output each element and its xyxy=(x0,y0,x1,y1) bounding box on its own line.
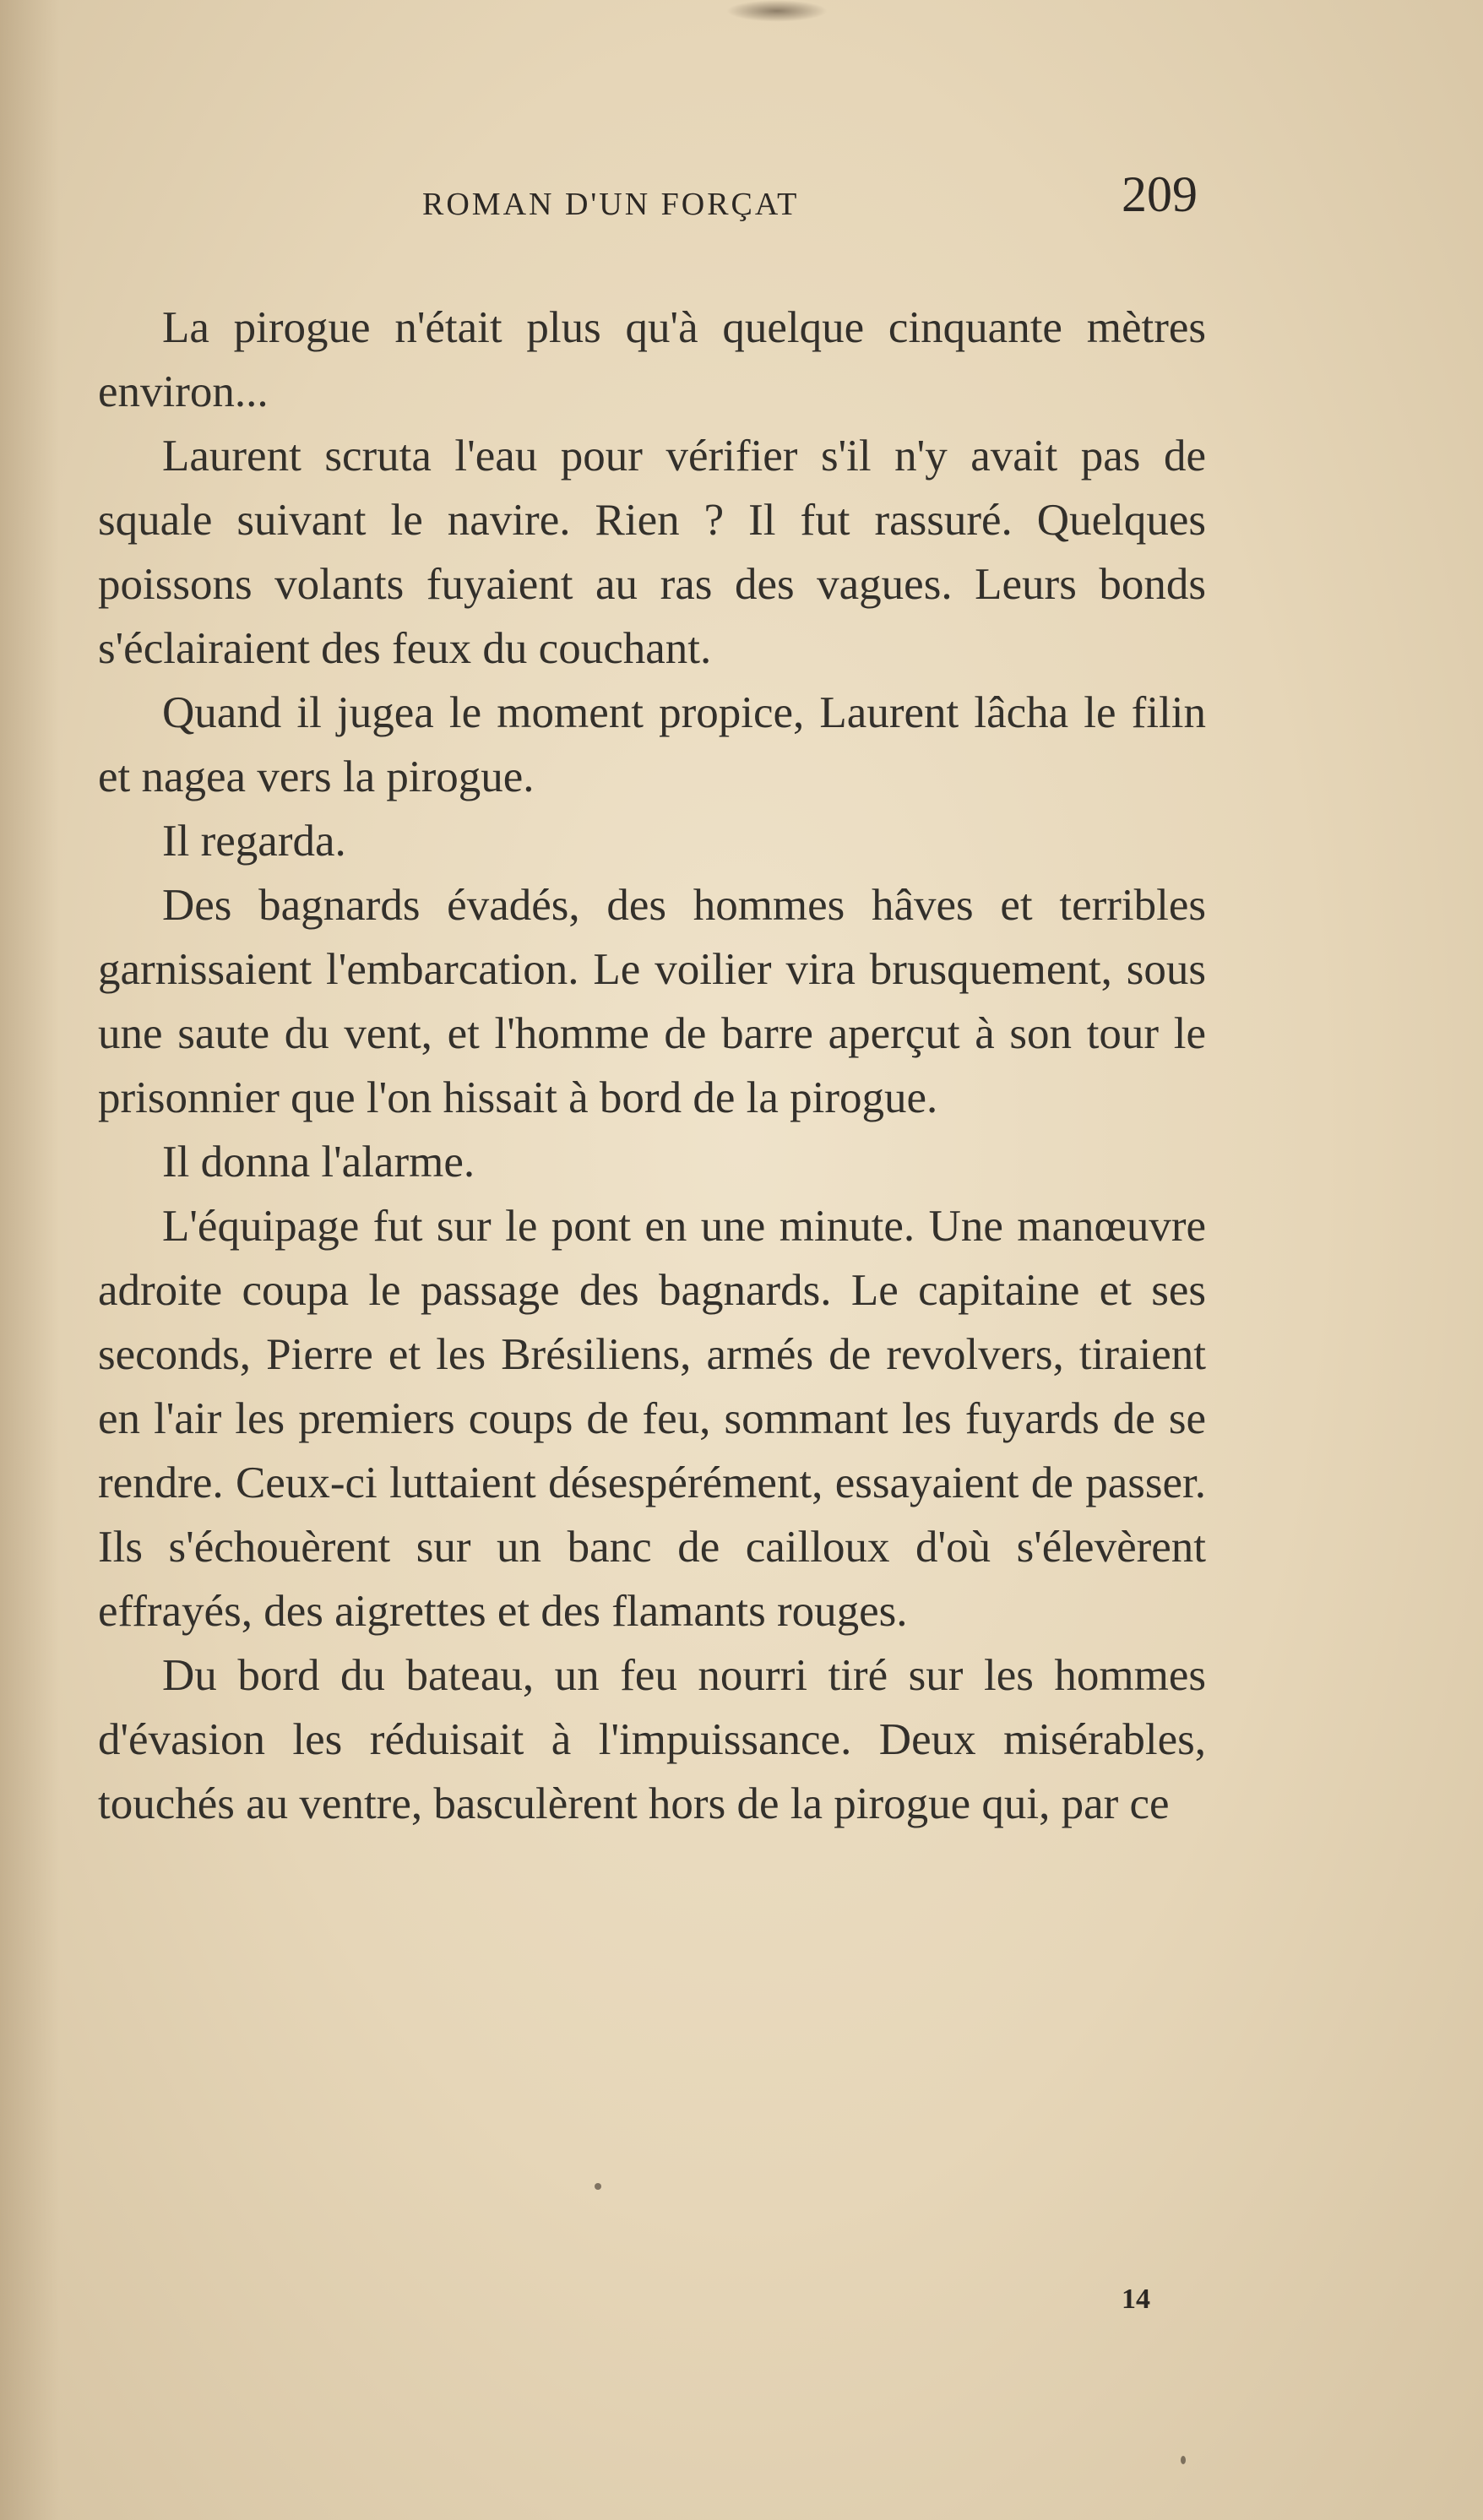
ink-blot xyxy=(726,0,828,22)
signature-mark: 14 xyxy=(1122,2284,1150,2315)
paragraph: La pirogue n'était plus qu'à quelque cinquante mètres environ... xyxy=(98,303,1206,416)
page-number: 209 xyxy=(1122,166,1198,222)
paragraph: L'équipage fut sur le pont en une minute. Une manœuvre adroite coupa le passage des bagnards. Le capitaine et ses seconds, Pierre et les Brésiliens, armés de revolvers, tiraient en l'air les premiers coups de feu, sommant les fuyards de se rendre. Ceux-ci luttaient désespérément, essayaient de passer. Ils s'échouèrent sur un banc de cailloux d'où s'élevèrent effrayés, des aigrettes et des flamants rouges. xyxy=(98,1202,1206,1636)
paper-speck xyxy=(595,2183,601,2190)
body-text xyxy=(98,296,1206,1836)
paragraph: Du bord du bateau, un feu nourri tiré sur les hommes d'évasion les réduisait à l'impuissance. Deux misérables, touchés au ventre, basculèrent hors de la pirogue qui, par ce xyxy=(98,1651,1206,1828)
running-title: ROMAN D'UN FORÇAT xyxy=(422,187,800,222)
paragraph: Quand il jugea le moment propice, Laurent lâcha le filin et nagea vers la pirogue. xyxy=(98,688,1206,801)
running-header xyxy=(0,166,1483,233)
paragraph: Il donna l'alarme. xyxy=(162,1138,475,1187)
paragraph: Des bagnards évadés, des hommes hâves et terribles garnissaient l'embarcation. Le voilier vira brusquement, sous une saute du vent, et l'homme de barre aperçut à son tour le prisonnier que l'on hissait à bord de la pirogue. xyxy=(98,881,1206,1122)
paragraph: Il regarda. xyxy=(162,817,346,866)
paper-speck xyxy=(1181,2456,1186,2464)
page-edge-shadow xyxy=(0,0,59,2520)
paragraph: Laurent scruta l'eau pour vérifier s'il n'y avait pas de squale suivant le navire. Rien ? Il fut rassuré. Quelques poissons volants fuyaient au ras des vagues. Leurs bonds s'éclairaient des feux du couchant. xyxy=(98,432,1206,673)
